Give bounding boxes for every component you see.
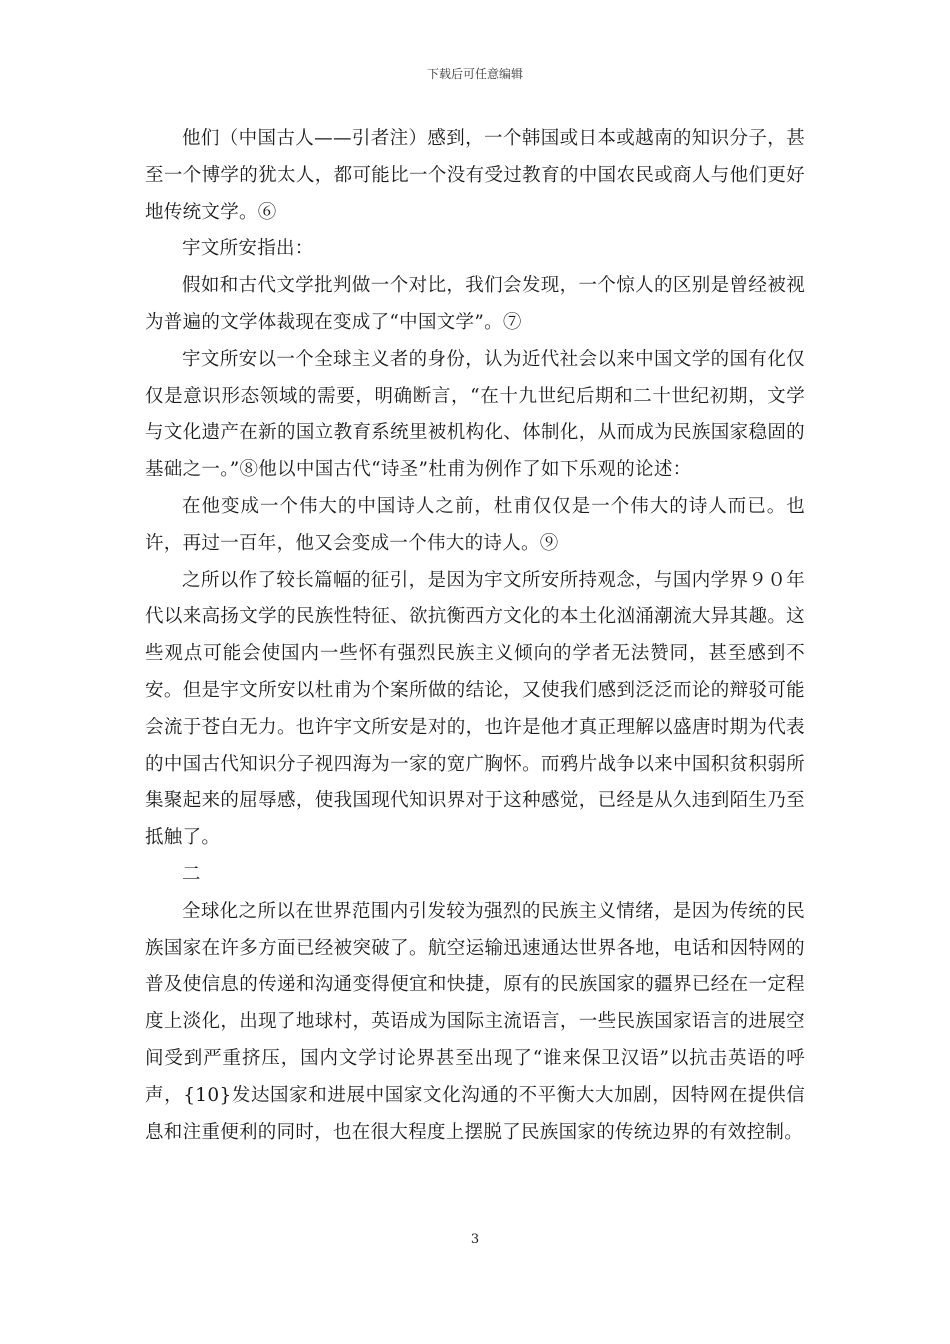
paragraph-commentary: 之所以作了较长篇幅的征引，是因为宇文所安所持观念，与国内学界９０年代以来高扬文学的民族性特征、欲抗衡西方文化的本土化汹涌潮流大异其趣。这些观点可能会使国内一些怀有强烈民族主义倾向的学者无法赞同，甚至感到不安。但是宇文所安以杜甫为个案所做的结论，又使我们感到泛泛而论的辩驳可能会流于苍白无力。也许宇文所安是对的，也许是他才真正理解以盛唐时期为代表的中国古代知识分子视四海为一家的宽广胸怀。而鸦片战争以来中国积贫积弱所集聚起来的屈辱感，使我国现代知识界对于这种感觉，已经是从久违到陌生乃至抵触了。: [145, 569, 805, 849]
page-number: 3: [470, 1232, 480, 1247]
paragraph-owen-globalist: 宇文所安以一个全球主义者的身份，认为近代社会以来中国文学的国有化仅仅是意识形态领域的需要，明确断言，“在十九世纪后期和二十世纪初期，文学与文化遗产在新的国立教育系统里被机构化、体制化，从而成为民族国家稳固的基础之一。”⑧他以中国古代“诗圣”杜甫为例作了如下乐观的论述：: [145, 348, 805, 481]
paragraph-quote-du-fu: 在他变成一个伟大的中国诗人之前，杜甫仅仅是一个伟大的诗人而已。也许，再过一百年，他又会变成一个伟大的诗人。⑨: [145, 495, 805, 554]
paragraph-owen-points-out: 宇文所安指出：: [182, 238, 314, 260]
paragraph-quote-comparison: 假如和古代文学批判做一个对比，我们会发现，一个惊人的区别是曾经被视为普遍的文学体裁现在变成了“中国文学”。⑦: [145, 275, 805, 333]
body-text: [145, 121, 805, 1151]
paragraph-globalization: 全球化之所以在世界范围内引发较为强烈的民族主义情绪，是因为传统的民族国家在许多方面已经被突破了。航空运输迅速通达世界各地，电话和因特网的普及使信息的传递和沟通变得便宜和快捷，原有的民族国家的疆界已经在一定程度上淡化，出现了地球村，英语成为国际主流语言，一些民族国家语言的进展空间受到严重挤压，国内文学讨论界甚至出现了“谁来保卫汉语”以抗击英语的呼声，{10}发达国家和进展中国家文化沟通的不平衡大大加剧，因特网在提供信息和注重便利的同时，也在很大程度上摆脱了民族国家的传统边界的有效控制。: [145, 900, 805, 1143]
paragraph-quote-scholars: 他们（中国古人——引者注）感到，一个韩国或日本或越南的知识分子，甚至一个博学的犹太人，都可能比一个没有受过教育的中国农民或商人与他们更好地传统文学。⑥: [145, 128, 805, 223]
page-header: 下载后可任意编辑: [426, 67, 523, 81]
section-heading-two: 二: [182, 863, 201, 885]
